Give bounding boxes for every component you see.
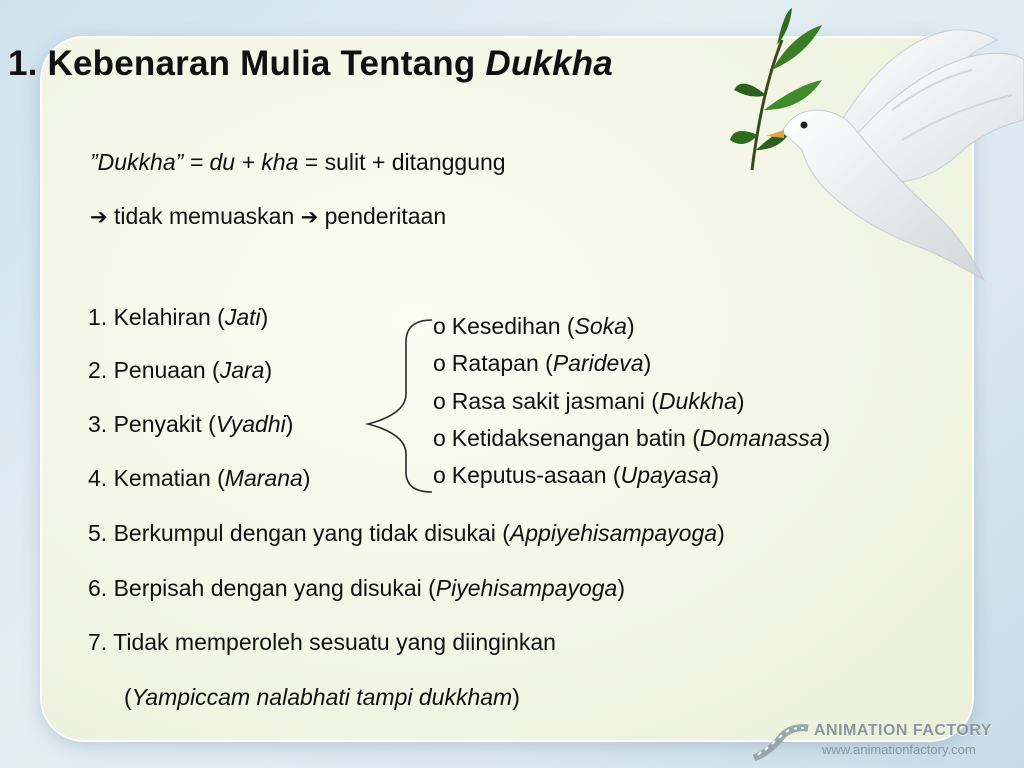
sub-list-term: Domanassa bbox=[699, 425, 823, 451]
list-item-term: Marana bbox=[224, 465, 303, 491]
list-item-continuation bbox=[124, 683, 520, 711]
filmstrip-icon bbox=[752, 724, 810, 762]
logo-name: ANIMATION FACTORY bbox=[814, 722, 992, 739]
list-item-suffix: ) bbox=[285, 411, 294, 437]
sub-list-item bbox=[433, 387, 745, 415]
list-item bbox=[88, 519, 725, 547]
sub-list-suffix: ) bbox=[643, 350, 652, 376]
list-item-suffix: ) bbox=[264, 357, 273, 383]
list-item-term: Vyadhi bbox=[215, 411, 286, 437]
sub-list-item bbox=[433, 424, 830, 452]
list-item-label: 2. Penuaan ( bbox=[88, 357, 220, 383]
sub-list-label: Kesedihan ( bbox=[451, 313, 575, 339]
definition-formula: ”Dukkha” = du + kha bbox=[90, 149, 299, 175]
sub-list-item bbox=[433, 312, 635, 340]
list-item-label: 1. Kelahiran ( bbox=[88, 304, 225, 330]
sub-list-label: Keputus-asaan ( bbox=[451, 462, 621, 488]
list-item bbox=[88, 356, 272, 384]
sub-list-item bbox=[433, 349, 651, 377]
sub-list-label: Ratapan ( bbox=[451, 350, 553, 376]
sub-list-bullet: o bbox=[433, 425, 446, 451]
sub-list-bullet: o bbox=[433, 388, 446, 414]
list-item bbox=[88, 628, 556, 656]
list-item-suffix: ) bbox=[617, 575, 626, 601]
slide-title-text: 1. Kebenaran Mulia Tentang bbox=[8, 44, 486, 83]
list-item-term: Appiyehisampayoga bbox=[509, 520, 718, 546]
sub-list-term: Upayasa bbox=[620, 462, 712, 488]
sub-list-label: Rasa sakit jasmani ( bbox=[451, 388, 659, 414]
list-item-label: 3. Penyakit ( bbox=[88, 411, 216, 437]
sub-list-suffix: ) bbox=[626, 313, 635, 339]
list-item-label: 5. Berkumpul dengan yang tidak disukai ( bbox=[88, 520, 510, 546]
list-item-suffix: ) bbox=[512, 684, 520, 710]
animation-factory-logo bbox=[752, 720, 1014, 764]
right-arrow-icon: ➔ bbox=[300, 205, 319, 229]
list-item-label: ( bbox=[124, 684, 132, 710]
definition-consequence-line bbox=[90, 202, 446, 231]
list-item bbox=[88, 303, 268, 331]
slide-title-emphasis: Dukkha bbox=[485, 44, 613, 83]
sub-list-bullet: o bbox=[433, 313, 446, 339]
sub-list-label: Ketidaksenangan batin ( bbox=[451, 425, 700, 451]
list-item bbox=[88, 574, 625, 602]
sub-list-suffix: ) bbox=[711, 462, 720, 488]
slide-title bbox=[8, 44, 613, 84]
list-item-term: Piyehisampayoga bbox=[435, 575, 618, 601]
list-item-suffix: ) bbox=[717, 520, 725, 546]
definition-meaning: = sulit + ditanggung bbox=[298, 149, 506, 175]
left-curly-brace-icon bbox=[364, 316, 434, 496]
list-item-label: 4. Kematian ( bbox=[88, 465, 225, 491]
sub-list-term: Dukkha bbox=[658, 388, 737, 414]
sub-list-term: Parideva bbox=[552, 350, 644, 376]
list-item-term: Jati bbox=[224, 304, 261, 330]
logo-url: www.animationfactory.com bbox=[822, 742, 976, 757]
sub-list-term: Soka bbox=[574, 313, 627, 339]
dove-with-olive-branch-image bbox=[722, 0, 1024, 300]
list-item-label: 7. Tidak memperoleh sesuatu yang diinginkan bbox=[88, 629, 556, 655]
sub-list-item bbox=[433, 461, 719, 489]
consequence-text-1: tidak memuaskan bbox=[107, 203, 301, 229]
list-item bbox=[88, 464, 310, 492]
list-item bbox=[88, 410, 293, 438]
list-item-suffix: ) bbox=[302, 465, 311, 491]
list-item-suffix: ) bbox=[260, 304, 269, 330]
list-item-label: 6. Berpisah dengan yang disukai ( bbox=[88, 575, 436, 601]
sub-list-suffix: ) bbox=[822, 425, 831, 451]
list-item-term: Jara bbox=[219, 357, 265, 383]
consequence-text-2: penderitaan bbox=[318, 203, 447, 229]
list-item-term: Yampiccam nalabhati tampi dukkham bbox=[131, 684, 513, 710]
sub-list-bullet: o bbox=[433, 350, 446, 376]
right-arrow-icon: ➔ bbox=[90, 205, 108, 229]
definition-line bbox=[90, 148, 506, 176]
sub-list-suffix: ) bbox=[736, 388, 745, 414]
sub-list-bullet: o bbox=[433, 462, 446, 488]
